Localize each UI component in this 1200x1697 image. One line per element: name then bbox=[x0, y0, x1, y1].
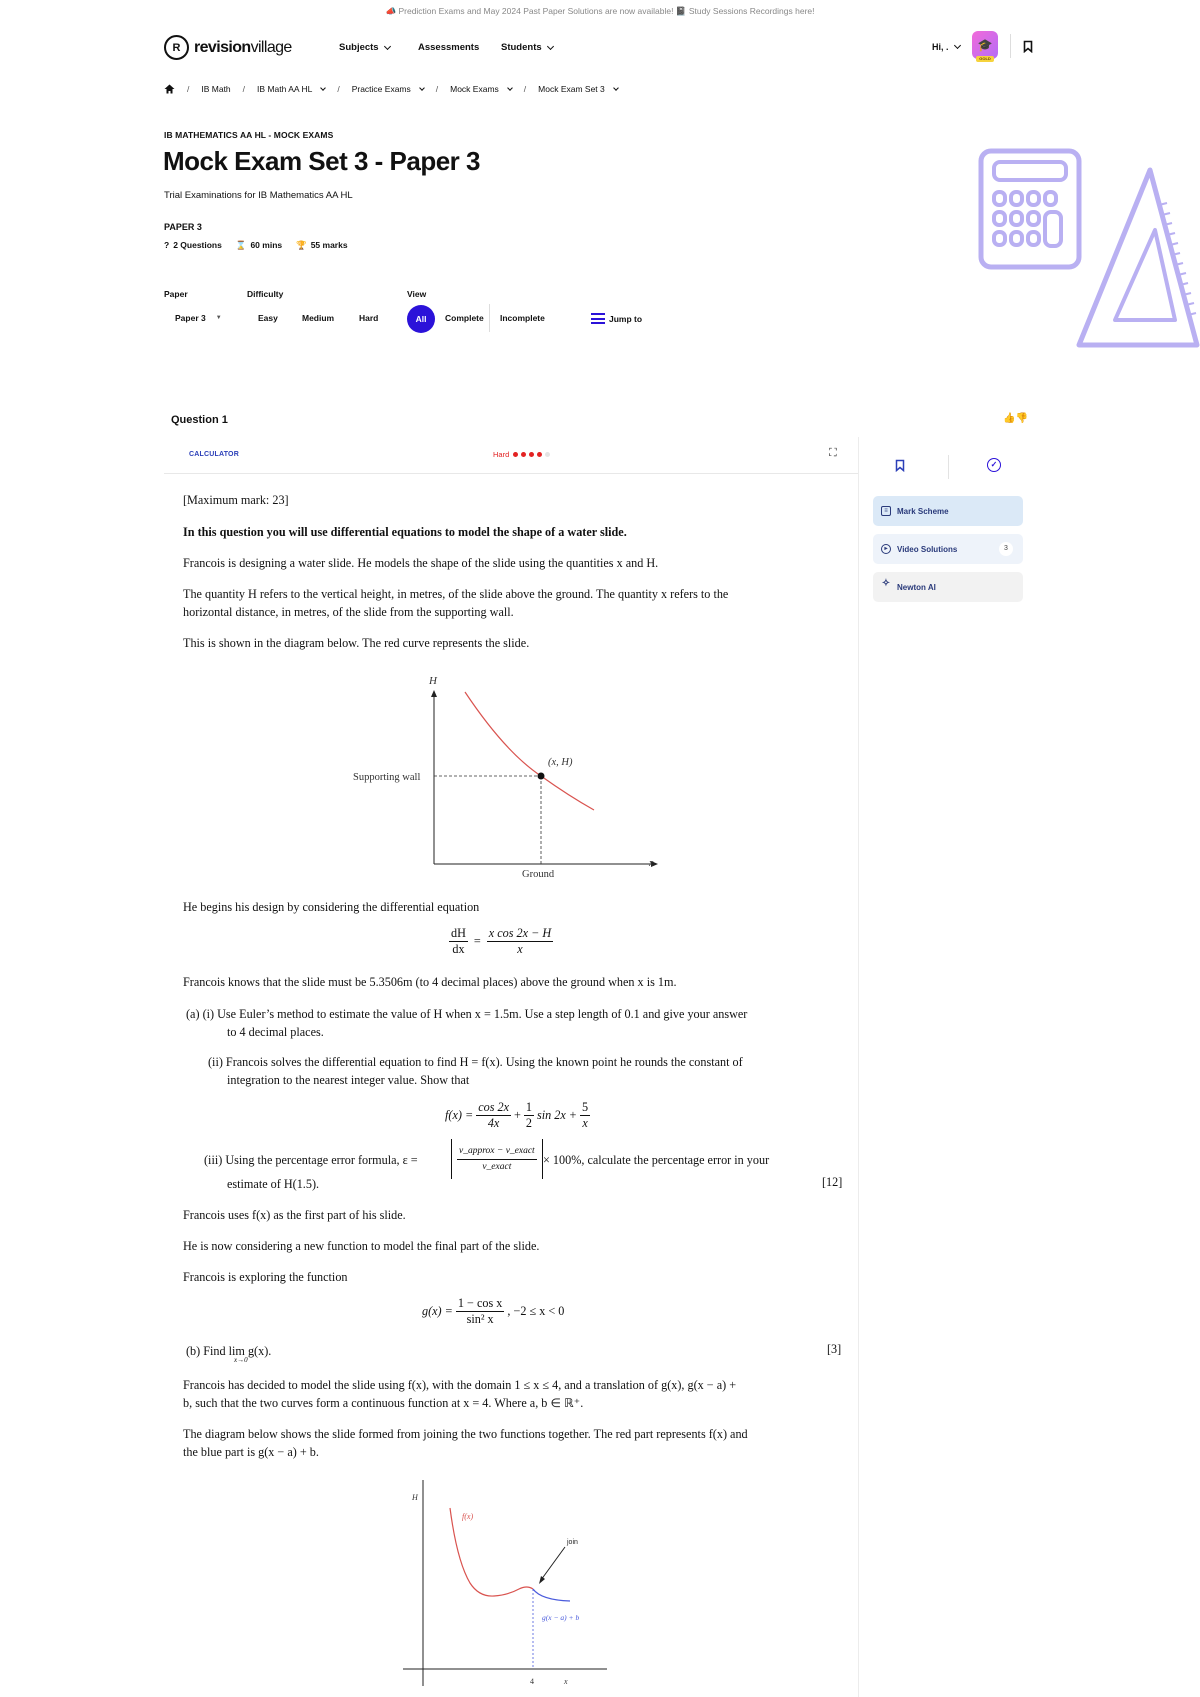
equation-part: , −2 ≤ x < 0 bbox=[507, 1304, 565, 1318]
part-a-iii: (iii) Using the percentage error formula, ε = bbox=[204, 1153, 418, 1167]
limit-subscript: x→0 bbox=[234, 1356, 248, 1364]
f-label: f(x) bbox=[462, 1512, 474, 1521]
hourglass-icon: ⌛ bbox=[235, 240, 247, 250]
logo-mark-icon: R bbox=[164, 35, 189, 60]
divider bbox=[489, 304, 490, 332]
equation-part: v_exact bbox=[482, 1161, 512, 1172]
megaphone-icon: 📣 bbox=[385, 6, 397, 16]
chevron-down-icon bbox=[419, 85, 425, 91]
difficulty-dots bbox=[513, 452, 550, 457]
mark-scheme-label: Mark Scheme bbox=[897, 506, 949, 516]
view-all-button[interactable]: All bbox=[407, 305, 435, 333]
part-a-i: to 4 decimal places. bbox=[227, 1025, 324, 1039]
paper-select[interactable] bbox=[175, 313, 222, 323]
question-paragraph: This is shown in the diagram below. The red curve represents the slide. bbox=[183, 636, 530, 650]
nav-students[interactable] bbox=[501, 42, 553, 53]
list-icon bbox=[591, 313, 605, 324]
breadcrumb-label: IB Math bbox=[201, 84, 231, 94]
question-paragraph: Francois has decided to model the slide using f(x), with the domain 1 ≤ x ≤ 4, and a translation of g(x), g(x − a) + bbox=[183, 1378, 737, 1392]
equation-part: v_approx − v_exact bbox=[457, 1144, 537, 1160]
difficulty-label: Hard bbox=[493, 450, 510, 459]
view-incomplete-button[interactable]: Incomplete bbox=[500, 313, 545, 323]
part-a-iii: × 100%, calculate the percentage error in your bbox=[543, 1153, 770, 1167]
difficulty-dot bbox=[521, 452, 526, 457]
divider bbox=[948, 455, 949, 479]
breadcrumb-mock-exams[interactable] bbox=[450, 84, 512, 94]
breadcrumb-label: Mock Exam Set 3 bbox=[538, 84, 605, 94]
question-paragraph: He begins his design by considering the differential equation bbox=[183, 900, 480, 914]
breadcrumb-ib-math-aa-hl[interactable] bbox=[257, 84, 325, 94]
chevron-down-icon bbox=[613, 85, 619, 91]
part-a-iii: estimate of H(1.5). bbox=[227, 1177, 320, 1191]
thumbs-down-icon[interactable]: 👎 bbox=[1015, 413, 1028, 424]
question-paragraph: Francois is exploring the function bbox=[183, 1270, 348, 1284]
stat-questions bbox=[164, 240, 222, 251]
difficulty-dot bbox=[545, 452, 550, 457]
paper-select-value: Paper 3 bbox=[175, 313, 206, 323]
expand-icon[interactable]: ⛶ bbox=[829, 447, 837, 459]
nav-assessments[interactable] bbox=[418, 42, 479, 53]
equation-part: sin 2x + bbox=[536, 1108, 577, 1122]
graduation-cap-icon: 🎓 bbox=[977, 38, 993, 52]
logo[interactable] bbox=[164, 35, 292, 60]
max-mark: [Maximum mark: 23] bbox=[183, 493, 289, 507]
difficulty-filter-label: Difficulty bbox=[247, 289, 284, 299]
question-paragraph: b, such that the two curves form a continuous function at x = 4. Where a, b ∈ ℝ⁺. bbox=[183, 1396, 584, 1410]
equation-part: 2 bbox=[525, 1116, 532, 1130]
page-caption: IB MATHEMATICS AA HL - MOCK EXAMS bbox=[164, 130, 334, 140]
difficulty-hard-button[interactable]: Hard bbox=[359, 313, 379, 323]
chevron-down-icon bbox=[507, 85, 513, 91]
stat-time bbox=[236, 240, 282, 251]
part-a-ii: (ii) Francois solves the differential equation to find H = f(x). Using the known point he rounds the constant of bbox=[208, 1055, 743, 1069]
equation-part: dH bbox=[451, 926, 466, 940]
difficulty-dot bbox=[537, 452, 542, 457]
supporting-wall-label: Supporting wall bbox=[353, 772, 421, 783]
paper-filter-label: Paper bbox=[164, 289, 188, 299]
video-solutions-button[interactable] bbox=[873, 534, 1023, 564]
set-square-illustration-icon bbox=[1075, 165, 1200, 360]
question-circle-icon: ? bbox=[164, 240, 170, 250]
newton-ai-button[interactable] bbox=[873, 572, 1023, 602]
jump-to-label: Jump to bbox=[609, 313, 643, 324]
breadcrumb-label: Mock Exams bbox=[450, 84, 499, 94]
x-tick-4: 4 bbox=[530, 1677, 534, 1686]
view-complete-button[interactable]: Complete bbox=[445, 313, 484, 323]
home-icon[interactable] bbox=[164, 84, 175, 94]
difficulty-indicator bbox=[493, 450, 550, 459]
equation-part: cos 2x bbox=[478, 1100, 509, 1114]
breadcrumb-practice-exams[interactable] bbox=[352, 84, 424, 94]
equation-part: 1 bbox=[525, 1100, 532, 1114]
nav-label: Students bbox=[501, 42, 542, 53]
nav-subjects[interactable] bbox=[339, 42, 390, 53]
joined-slide-diagram bbox=[395, 1476, 615, 1697]
question-paragraph: The diagram below shows the slide formed from joining the two functions together. The red part represents f(x) and bbox=[183, 1427, 748, 1441]
jump-to-button[interactable] bbox=[591, 313, 642, 324]
percentage-error-formula bbox=[451, 1139, 543, 1179]
bookmark-icon[interactable] bbox=[1023, 40, 1033, 53]
difficulty-dot bbox=[529, 452, 534, 457]
join-arrow-head bbox=[539, 1576, 545, 1584]
diagram-y-axis-label: H bbox=[429, 675, 437, 687]
slide-curve bbox=[465, 692, 594, 810]
chevron-down-icon bbox=[384, 42, 391, 49]
question-paragraph: horizontal distance, in metres, of the slide from the supporting wall. bbox=[183, 605, 514, 619]
part-b-marks: [3] bbox=[827, 1342, 842, 1356]
difficulty-dot bbox=[513, 452, 518, 457]
breadcrumb: / IB Math / IB Math AA HL / Practice Exams / Mock Exams / Mock Exam Set 3 bbox=[164, 84, 618, 94]
equation-part: dx bbox=[452, 942, 465, 956]
question-paragraph: Francois is designing a water slide. He models the shape of the slide using the quantities x and H. bbox=[183, 556, 659, 570]
bookmark-icon[interactable] bbox=[895, 459, 905, 472]
divider bbox=[164, 473, 858, 474]
stat-value: 60 mins bbox=[250, 240, 283, 250]
question-intro: In this question you will use differential equations to model the shape of a water slide. bbox=[183, 525, 627, 539]
feedback-buttons bbox=[1003, 413, 1028, 424]
breadcrumb-mock-exam-set-3[interactable] bbox=[538, 84, 618, 94]
document-icon: ≡ bbox=[881, 506, 891, 516]
view-filter-label: View bbox=[407, 289, 427, 299]
logo-text: village bbox=[250, 38, 292, 56]
trophy-icon: 🏆 bbox=[296, 240, 307, 250]
chevron-down-icon bbox=[547, 42, 554, 49]
video-count-badge: 3 bbox=[999, 542, 1013, 556]
divider bbox=[1010, 34, 1011, 58]
question-title: Question 1 bbox=[171, 414, 228, 426]
calculator-illustration-icon bbox=[978, 148, 1083, 270]
calculator-tag: CALCULATOR bbox=[189, 451, 239, 458]
g-label: g(x − a) + b bbox=[542, 1613, 580, 1622]
diagram-y-axis-label: H bbox=[412, 1493, 418, 1502]
stat-value: 2 Questions bbox=[173, 240, 222, 250]
y-axis-arrow bbox=[431, 690, 437, 697]
page-title: Mock Exam Set 3 - Paper 3 bbox=[163, 146, 480, 176]
difficulty-medium-button[interactable]: Medium bbox=[302, 313, 335, 323]
part-a-ii: integration to the nearest integer value. Show that bbox=[227, 1073, 470, 1087]
gold-membership-badge[interactable] bbox=[972, 31, 998, 59]
difficulty-easy-button[interactable]: Easy bbox=[258, 313, 278, 323]
caret-down-icon: ▼ bbox=[215, 315, 222, 321]
breadcrumb-label: Practice Exams bbox=[351, 84, 411, 94]
video-solutions-label: Video Solutions bbox=[897, 544, 958, 554]
f-curve bbox=[450, 1508, 533, 1596]
equation-part: sin² x bbox=[466, 1312, 494, 1326]
stat-value: 55 marks bbox=[310, 240, 348, 250]
point-marker bbox=[538, 773, 545, 780]
thumbs-up-icon[interactable]: 👍 bbox=[1003, 413, 1016, 424]
announcement-link[interactable]: Study Sessions Recordings here! bbox=[688, 6, 815, 16]
user-menu[interactable] bbox=[932, 42, 960, 52]
part-a-marks: [12] bbox=[822, 1175, 843, 1189]
question-paragraph: Francois knows that the slide must be 5.3506m (to 4 decimal places) above the ground when x is 1m. bbox=[183, 975, 677, 989]
equation-part: 4x bbox=[487, 1116, 500, 1130]
join-label: join bbox=[567, 1539, 578, 1546]
nav-label: Assessments bbox=[418, 42, 480, 53]
g-equation bbox=[422, 1296, 564, 1327]
g-curve bbox=[533, 1589, 570, 1601]
mark-scheme-button[interactable] bbox=[873, 496, 1023, 526]
chevron-down-icon bbox=[953, 42, 960, 49]
diagram-x-axis-label: x bbox=[649, 858, 654, 869]
equation-part: 5 bbox=[582, 1100, 589, 1114]
page-description: Trial Examinations for IB Mathematics AA HL bbox=[164, 190, 353, 201]
part-b: (b) Find lim g(x). bbox=[186, 1344, 272, 1358]
join-arrow bbox=[541, 1547, 565, 1580]
chevron-down-icon bbox=[320, 85, 326, 91]
breadcrumb-label: IB Math AA HL bbox=[257, 84, 313, 94]
newton-ai-label: Newton AI bbox=[897, 582, 936, 592]
question-paragraph: the blue part is g(x − a) + b. bbox=[183, 1445, 319, 1459]
stat-marks bbox=[296, 240, 347, 251]
sparkle-icon: ✧ bbox=[881, 578, 891, 589]
breadcrumb-ib-math[interactable] bbox=[201, 84, 230, 94]
mark-complete-icon[interactable]: ✓ bbox=[987, 458, 1001, 472]
announcement-bar[interactable] bbox=[0, 6, 1200, 17]
equation-part: 1 − cos x bbox=[457, 1296, 503, 1310]
equation-part: f(x) = bbox=[445, 1108, 474, 1122]
diagram-x-axis-label: x bbox=[564, 1677, 568, 1686]
ground-label: Ground bbox=[522, 869, 555, 880]
logo-text-bold: revision bbox=[194, 38, 251, 56]
exam-stats bbox=[164, 240, 348, 251]
point-label: (x, H) bbox=[548, 757, 573, 768]
slide-diagram bbox=[345, 670, 665, 885]
equation-part: x bbox=[582, 1116, 588, 1130]
nav-label: Subjects bbox=[339, 42, 379, 53]
differential-equation: $\frac{dH}{dx}$ = $\frac{\text{x cos 2x − H}}{x}$ bbox=[451, 926, 552, 956]
equation-part: x cos 2x − H bbox=[488, 926, 552, 940]
announcement-text: Prediction Exams and May 2024 Past Paper Solutions are now available! bbox=[398, 6, 674, 16]
part-a-i: (a) (i) Use Euler’s method to estimate the value of H when x = 1.5m. Use a step length of 0.1 and give your answer bbox=[186, 1007, 748, 1021]
question-paragraph: Francois uses f(x) as the first part of his slide. bbox=[183, 1208, 406, 1222]
play-icon: ▸ bbox=[881, 544, 891, 554]
f-equation: f(x) = $\frac{\cos 2x}{4x}$ + $\frac{1}{2}$ sin 2x + $\frac{5}{x}$ bbox=[445, 1100, 589, 1130]
question-paragraph: The quantity H refers to the vertical height, in metres, of the slide above the ground. The quantity x refers to the bbox=[183, 587, 729, 601]
greeting: Hi, . bbox=[932, 42, 949, 52]
equation-part: x bbox=[517, 942, 523, 956]
paper-label: PAPER 3 bbox=[164, 222, 202, 232]
gold-label: GOLD bbox=[976, 56, 994, 62]
equation-part: g(x) = bbox=[422, 1304, 453, 1318]
question-paragraph: He is now considering a new function to model the final part of the slide. bbox=[183, 1239, 540, 1253]
notebook-icon: 📓 bbox=[675, 6, 687, 16]
